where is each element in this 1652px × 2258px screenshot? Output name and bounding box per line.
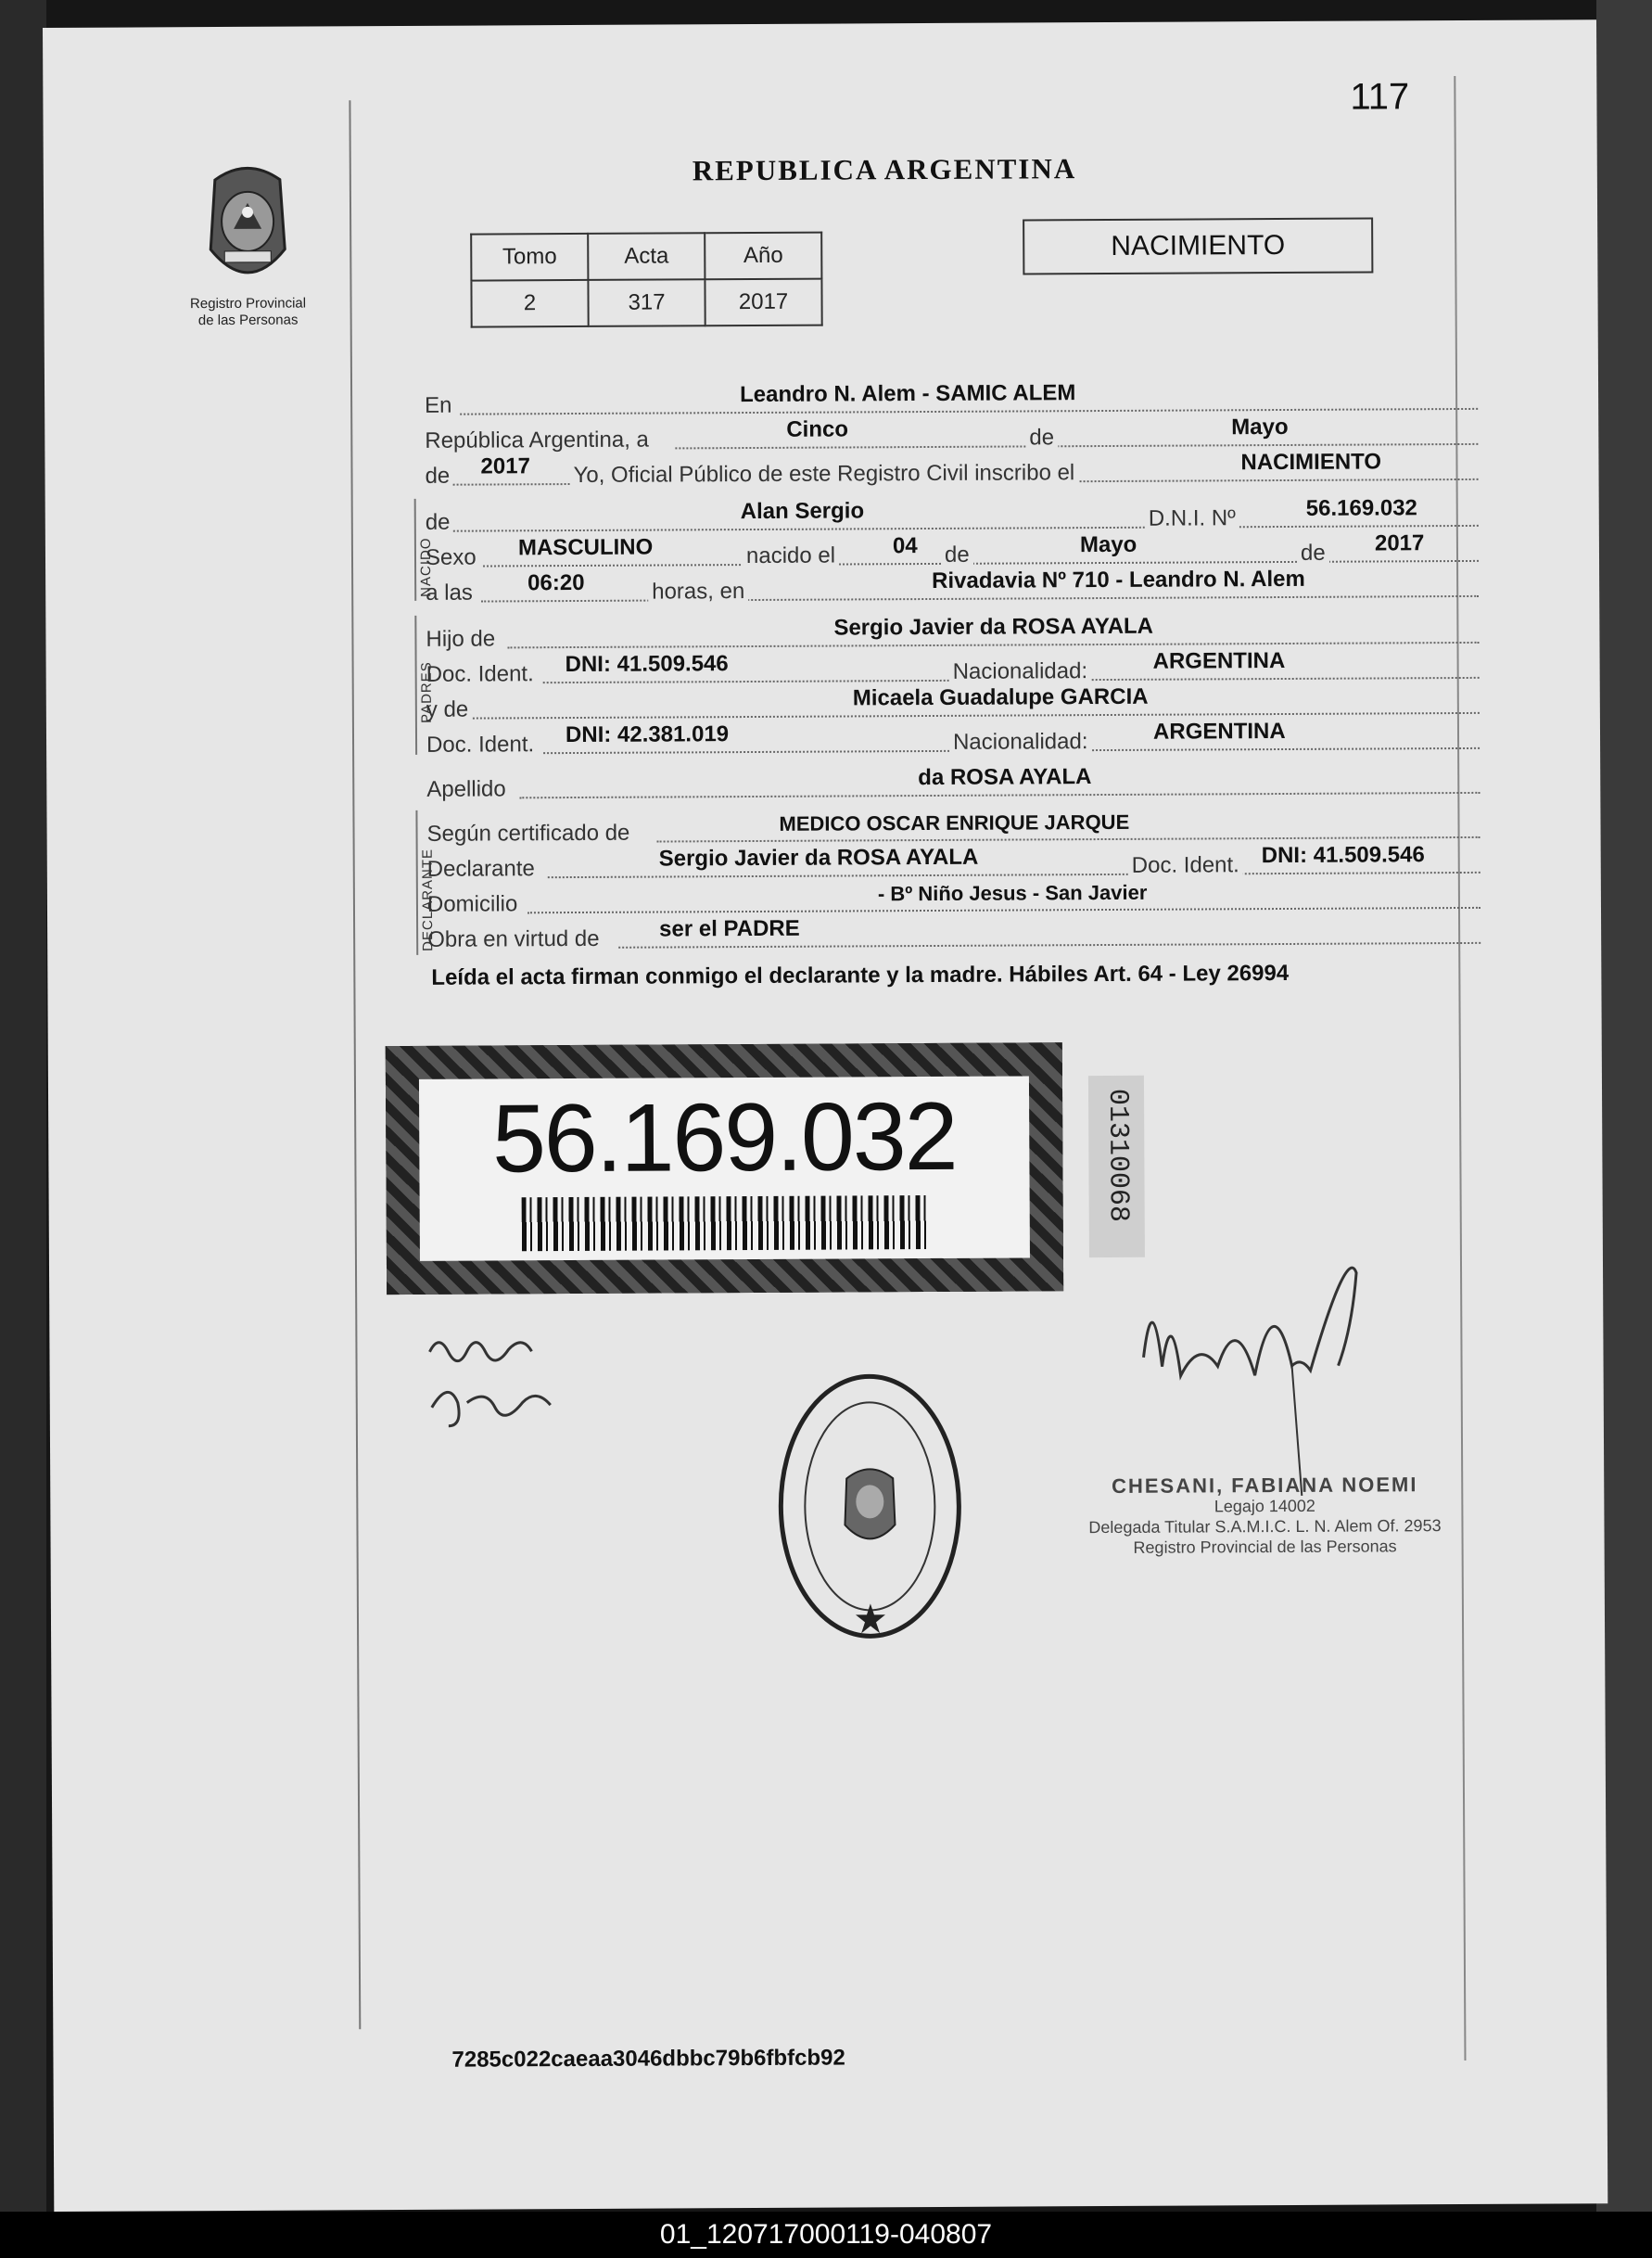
field-value: Cinco [786, 416, 849, 442]
acta-value: 317 [588, 279, 705, 326]
page-title: REPUBLICA ARGENTINA [692, 152, 1077, 187]
field-value: da ROSA AYALA [918, 764, 1092, 791]
field-label: Hijo de [426, 626, 496, 652]
col-ano: Año [705, 233, 821, 280]
right-margin-line [1454, 76, 1466, 2060]
field-label: Apellido [426, 776, 506, 802]
registry-logo [183, 156, 313, 329]
signature-left-icon [420, 1314, 569, 1445]
field-value: Sergio Javier da ROSA AYALA [658, 844, 979, 872]
page-number: 117 [1350, 76, 1410, 118]
field-value: Micaela Guadalupe GARCIA [852, 683, 1149, 711]
field-label: Doc. Ident. [426, 661, 534, 687]
field-label: República Argentina, a [425, 427, 649, 453]
field-label: Nacionalidad: [949, 658, 1092, 685]
field-domicilio [427, 881, 1480, 918]
record-table-values [471, 279, 821, 327]
officer-role: Delegada Titular S.A.M.I.C. L. N. Alem Of. 2953 [1088, 1516, 1442, 1537]
section-bar-padres [414, 616, 417, 755]
officer-name: CHESANI, FABIANA NOEMI [1111, 1473, 1418, 1498]
field-label: de [1297, 541, 1329, 567]
dotted-line [481, 595, 1479, 603]
field-value: 56.169.032 [1305, 495, 1417, 521]
field-value: Mayo [1231, 414, 1289, 440]
field-label: En [425, 392, 452, 418]
dotted-line [618, 942, 1480, 949]
record-table [470, 232, 823, 328]
tomo-value: 2 [471, 280, 588, 327]
officer-block [1023, 1474, 1506, 1559]
document-hash: 7285c022caeaa3046dbbc79b6fbfcb92 [451, 2045, 845, 2073]
field-value: 04 [892, 533, 918, 559]
field-value: - Bº Niño Jesus - San Javier [877, 880, 1148, 906]
handwritten-signature-left [420, 1314, 569, 1449]
field-label: nacido el [743, 543, 839, 570]
field-label: Declarante [426, 856, 535, 882]
footer-code: 01_120717000119-040807 [0, 2212, 1652, 2258]
dotted-line [548, 872, 1480, 878]
dotted-line [527, 907, 1480, 913]
stamp-inner [419, 1076, 1030, 1260]
dotted-line [460, 408, 1478, 415]
col-tomo: Tomo [471, 234, 588, 281]
field-value: DNI: 41.509.546 [565, 651, 729, 678]
stamp-id-number: 56.169.032 [491, 1082, 957, 1193]
field-label: de [941, 542, 973, 568]
field-value: Alan Sergio [740, 498, 865, 525]
field-doc-padre [426, 647, 1480, 688]
field-label: Yo, Oficial Público de este Registro Civil inscribo el [569, 460, 1078, 489]
side-label-padres: PADRES [418, 661, 435, 723]
dotted-line [508, 642, 1480, 648]
official-seal [777, 1371, 964, 1646]
field-hijo-de [426, 613, 1479, 653]
field-label: Según certificado de [426, 820, 630, 847]
field-value: Sergio Javier da ROSA AYALA [833, 613, 1154, 641]
document-type-box: NACIMIENTO [1023, 217, 1373, 274]
dotted-line [483, 560, 1479, 568]
field-value: DNI: 41.509.546 [1261, 842, 1425, 869]
field-label: D.N.I. Nº [1145, 505, 1239, 532]
field-value: ser el PADRE [659, 915, 800, 942]
field-value: MASCULINO [517, 534, 654, 561]
dotted-line [657, 836, 1480, 843]
field-y-de [426, 683, 1480, 723]
field-label: Obra en virtud de [427, 925, 600, 952]
section-bar-declarante [415, 810, 418, 955]
field-value: Mayo [1079, 531, 1137, 558]
officer-signature-icon [1125, 1226, 1404, 1506]
field-value: ARGENTINA [1152, 718, 1286, 745]
field-label: horas, en [648, 579, 748, 606]
field-apellido [426, 766, 1480, 803]
field-value: 2017 [480, 453, 530, 479]
field-hora [426, 566, 1479, 606]
field-sexo [425, 530, 1479, 571]
dotted-line [473, 712, 1480, 720]
officer-registry: Registro Provincial de las Personas [1133, 1537, 1397, 1557]
field-en [425, 382, 1478, 419]
dotted-line [519, 792, 1480, 798]
left-margin-line [349, 100, 361, 2029]
barcode-icon [522, 1195, 930, 1251]
field-doc-madre [426, 718, 1480, 759]
field-value: NACIMIENTO [1240, 449, 1382, 476]
serial-number: 01310068 [1101, 1088, 1134, 1223]
field-value: MEDICO OSCAR ENRIQUE JARQUE [779, 810, 1130, 836]
ano-value: 2017 [705, 279, 821, 326]
field-label: de [425, 509, 451, 535]
dotted-line [453, 525, 1479, 532]
seal-icon [777, 1371, 964, 1641]
field-de-year [425, 449, 1478, 490]
field-nacido-de [425, 495, 1479, 536]
province-emblem-icon [197, 157, 299, 297]
field-label: a las [426, 580, 473, 606]
field-obra [427, 916, 1480, 953]
field-label: Doc. Ident. [1128, 852, 1243, 879]
field-label: Domicilio [426, 891, 518, 917]
scan-background-left [0, 0, 46, 2212]
side-label-declarante: DECLARANTE [419, 848, 437, 951]
section-bar-nacido [414, 499, 417, 601]
field-label: y de [426, 696, 469, 722]
col-acta: Acta [588, 233, 705, 280]
field-value: ARGENTINA [1152, 647, 1286, 674]
registry-name: Registro Provincial de las Personas [189, 295, 307, 329]
dotted-line [675, 443, 1478, 450]
side-label-nacido: NACIDO [417, 537, 435, 597]
field-label: de [1025, 425, 1058, 451]
field-label: Nacionalidad: [949, 729, 1092, 756]
field-value: 2017 [1374, 530, 1425, 556]
field-label: de [425, 463, 451, 489]
legal-note: Leída el acta firman conmigo el declarante y la madre. Hábiles Art. 64 - Ley 26994 [431, 960, 1290, 990]
field-declarante [426, 842, 1480, 883]
record-table-header [471, 233, 821, 281]
field-label: Sexo [425, 544, 477, 570]
officer-legajo: Legajo 14002 [1214, 1496, 1315, 1516]
field-label: Doc. Ident. [426, 732, 535, 758]
field-value: Rivadavia Nº 710 - Leandro N. Alem [932, 566, 1305, 593]
field-value: Leandro N. Alem - SAMIC ALEM [740, 380, 1076, 408]
officer-signature [1125, 1226, 1404, 1511]
birth-certificate-page [43, 19, 1608, 2212]
field-value: DNI: 42.381.019 [565, 721, 730, 748]
id-stamp [386, 1042, 1063, 1295]
field-value: 06:20 [527, 569, 585, 596]
